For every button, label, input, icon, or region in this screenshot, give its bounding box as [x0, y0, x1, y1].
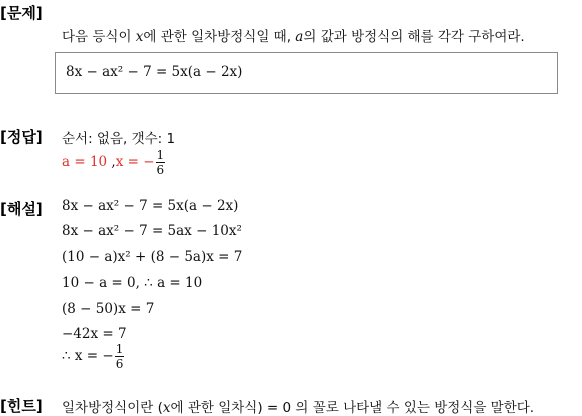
answer-meta: 순서: 없음, 갯수: 1 — [62, 131, 176, 147]
hint-var-x: x — [162, 400, 171, 416]
problem-text-after: 의 값과 방정식의 해를 각각 구하여라. — [303, 29, 525, 45]
answer-frac-num: 1 — [156, 148, 165, 162]
hint-text-1: 일차방정식이란 ( — [62, 400, 163, 416]
hint-label: [힌트] — [0, 397, 43, 415]
problem-statement — [62, 25, 525, 45]
problem-text-before: 다음 등식이 — [62, 29, 132, 45]
solution-step-5: (8 − 50)x = 7 — [62, 301, 155, 317]
solution-step-2: 8x − ax² − 7 = 5ax − 10x² — [62, 223, 242, 239]
solution-step-3: (10 − a)x² + (8 − 5a)x = 7 — [62, 249, 243, 265]
hint-text — [62, 396, 534, 416]
solution-step-1: 8x − ax² − 7 = 5x(a − 2x) — [62, 198, 239, 214]
problem-var-x: x — [135, 29, 144, 45]
answer-frac-den: 6 — [156, 163, 165, 177]
answer-fraction — [156, 148, 166, 177]
solution-final — [62, 342, 124, 371]
problem-label: [문제] — [0, 4, 43, 22]
answer-values — [62, 148, 165, 177]
hint-text-2: 에 관한 일차식) = 0 — [170, 400, 292, 416]
solution-fraction — [115, 342, 125, 371]
solution-step-4: 10 − a = 0, ∴ a = 10 — [62, 275, 203, 291]
answer-x: x = − — [115, 154, 155, 170]
solution-label: [해설] — [0, 200, 43, 218]
solution-frac-den: 6 — [115, 357, 124, 371]
hint-text-3: 의 꼴로 나타낼 수 있는 방정식을 말한다. — [291, 400, 535, 416]
equation-box — [55, 52, 558, 94]
answer-separator: , — [111, 154, 116, 170]
solution-frac-num: 1 — [115, 342, 124, 356]
answer-a: a = 10 — [62, 154, 108, 170]
solution-final-prefix: ∴ x = − — [62, 348, 114, 364]
problem-equation: 8x − ax² − 7 = 5x(a − 2x) — [66, 64, 243, 80]
problem-var-a: a — [295, 29, 304, 45]
solution-step-6: −42x = 7 — [62, 326, 127, 342]
problem-text-mid: 에 관한 일차방정식일 때, — [143, 29, 291, 45]
answer-label: [정답] — [0, 128, 43, 146]
